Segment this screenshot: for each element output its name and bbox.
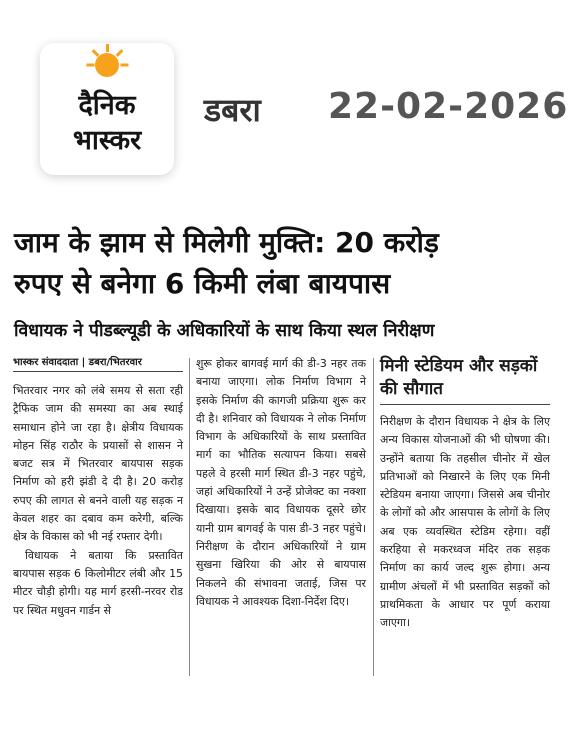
logo-line-1: दैनिक — [78, 90, 136, 121]
dainik-bhaskar-logo — [40, 43, 174, 175]
subheadline: विधायक ने पीडब्ल्यूडी के अधिकारियों के साथ किया स्थल निरीक्षण — [14, 321, 435, 341]
column-3 — [380, 355, 550, 633]
byline: भास्कर संवाददाता | डबरा/भितरवार — [13, 355, 183, 372]
column-2 — [196, 355, 366, 611]
sun-icon — [95, 53, 119, 77]
headline-line-2: रुपए से बनेगा 6 किमी लंबा बायपास — [14, 267, 391, 300]
edition-date: 22-02-2026 — [328, 86, 569, 127]
column-1 — [13, 355, 183, 620]
headline — [14, 222, 574, 304]
column-divider — [189, 358, 190, 676]
headline-line-1: जाम के झाम से मिलेगी मुक्ति: 20 करोड़ — [14, 226, 439, 259]
column-1-paragraph-2: विधायक ने बताया कि प्रस्तावित बायपास सड़क 6 किलोमीटर लंबी और 15 मीटर चौड़ी होगी। यह मार्ग हरसी-नरवर रोड पर स्थित मधुवन गार्डन से — [13, 548, 183, 617]
logo-line-2: भास्कर — [72, 125, 142, 156]
edition-city: डबरा — [204, 91, 261, 129]
column-1-paragraph-1: भितरवार नगर को लंबे समय से सता रही ट्रैफिक जाम की समस्या का अब स्थाई समाधान होने जा रहा है। क्षेत्रीय विधायक मोहन सिंह राठौर के प्रयासों से शासन ने बजट सत्र में भितरवार बायपास सड़क निर्माण को हरी झंडी दे दी है। 20 करोड़ रुपए की लागत से बनने वाली यह सड़क न केवल शहर का दबाव कम करेगी, बल्कि क्षेत्र के विकास को भी नई रफ्तार देगी। — [13, 384, 183, 544]
column-2-text: शुरू होकर बागवई मार्ग की डी-3 नहर तक बनाया जाएगा। लोक निर्माण विभाग ने इसके निर्माण की कागजी प्रक्रिया शुरू कर दी है। शनिवार को विधायक ने लोक निर्माण विभाग के अधिकारियों के साथ प्रस्तावित मार्ग का भौतिक सत्यापन किया। सबसे पहले वे हरसी मार्ग स्थित डी-3 नहर पहुंचे, जहां अधिकारियों ने उन्हें प्रोजेक्ट का नक्शा दिखाया। इसके बाद विधायक दूसरे छोर यानी ग्राम बागवई के पास डी-3 नहर पहुंचे। निरीक्षण के दौरान अधिकारियों ने ग्राम सुखना खिरिया की ओर से बायपास निकलने की संभावना जताई, जिस पर विधायक ने आवश्यक दिशा-निर्देश दिए। — [196, 357, 366, 608]
column-divider — [373, 358, 374, 676]
column-3-text: निरीक्षण के दौरान विधायक ने क्षेत्र के लिए अन्य विकास योजनाओं की भी घोषणा की। उन्होंने बताया कि तहसील चीनोर में खेल प्रतिभाओं को निखारने के लिए एक मिनी स्टेडियम बनाया जाएगा। जिससे अब चीनोर के लोगों को और आसपास के लोगों के लिए अब एक व्यवस्थित स्टेडिम रहेगा। वहीं करहिया से मकरध्वज मंदिर तक सड़क निर्माण का कार्य जल्द शुरू होगा। अन्य ग्रामीण अंचलों में भी प्रस्तावित सड़कों को प्राथमिकता के आधार पर पूर्ण कराया जाएगा। — [380, 415, 550, 630]
box-title: मिनी स्टेडियम और सड़कों की सौगात — [380, 355, 550, 405]
